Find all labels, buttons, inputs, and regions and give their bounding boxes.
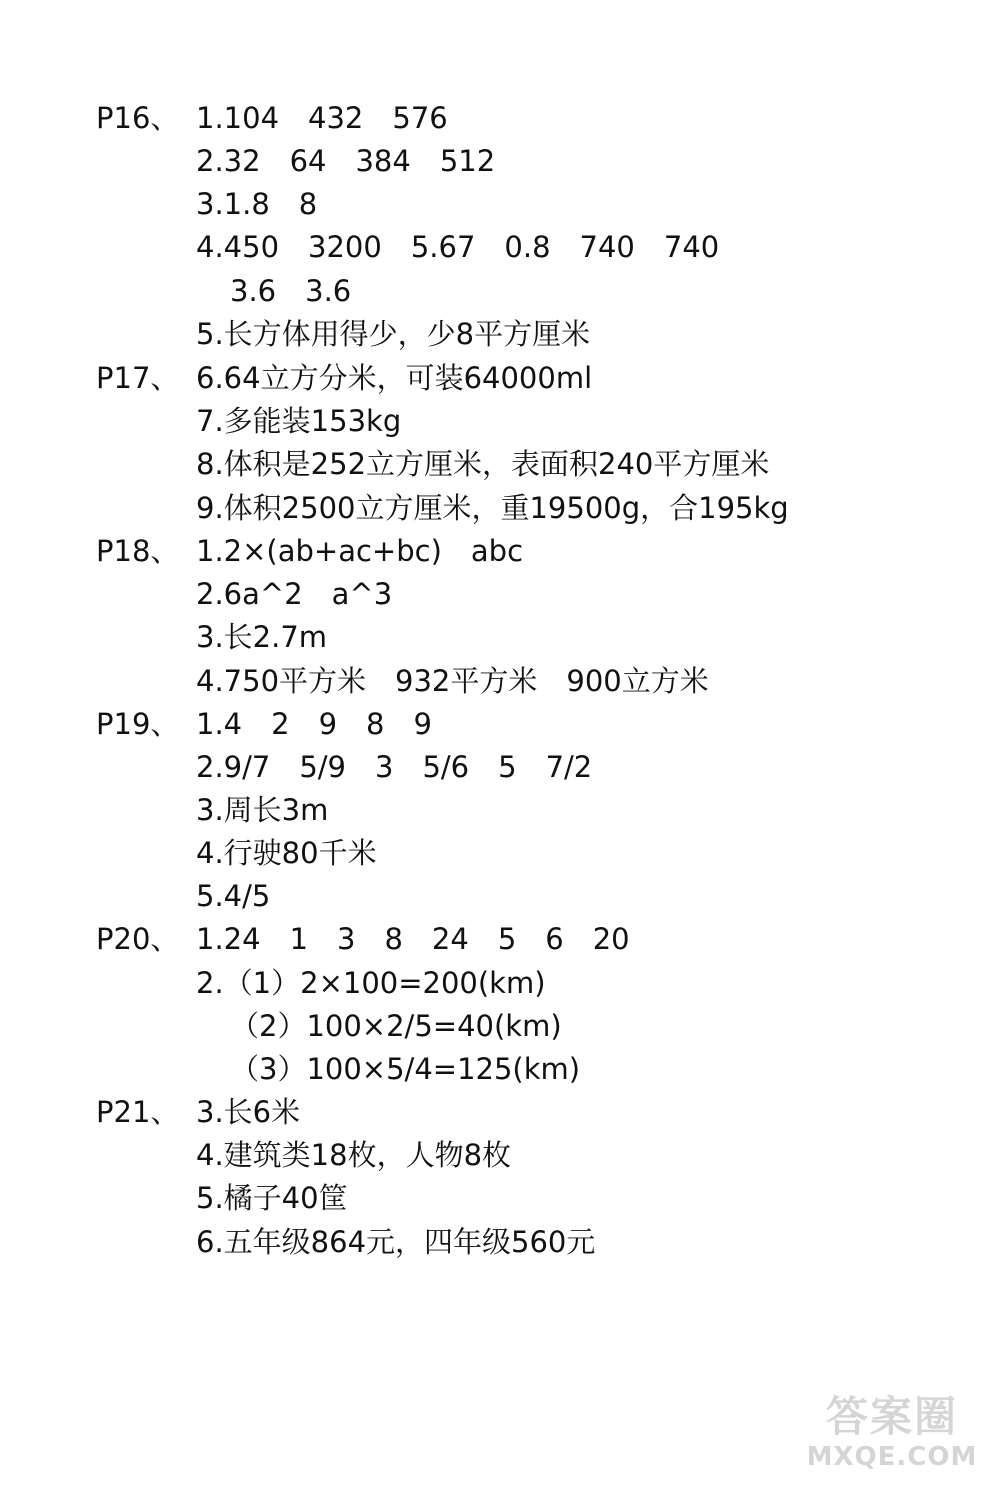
answer-line: 9.体积2500立方厘米，重19500g，合195kg xyxy=(196,491,789,525)
page-label-p20: P20、 xyxy=(96,922,180,956)
answer-row xyxy=(0,875,271,918)
answer-line-subitem: （3）100×5/4=125(km) xyxy=(230,1052,581,1086)
answer-row xyxy=(0,918,630,961)
answer-row xyxy=(0,573,393,616)
answer-row xyxy=(0,1091,301,1134)
answer-line: 3.长6米 xyxy=(196,1095,301,1129)
answer-line: 6.五年级864元，四年级560元 xyxy=(196,1225,596,1259)
answer-line: 5.4/5 xyxy=(196,879,271,913)
watermark-logo xyxy=(802,1392,982,1478)
answer-row xyxy=(0,530,524,573)
answer-line: 1.4 2 9 8 9 xyxy=(196,707,432,741)
answer-row xyxy=(0,962,546,1005)
answer-row xyxy=(0,140,496,183)
watermark-logo-text: 答案圈 xyxy=(825,1392,958,1441)
answer-line-continued: 3.6 3.6 xyxy=(230,274,352,308)
answer-line: 4.450 3200 5.67 0.8 740 740 xyxy=(196,230,720,264)
answer-row xyxy=(0,1134,512,1177)
page-label-p21: P21、 xyxy=(96,1095,180,1129)
answer-line: 1.2×(ab+ac+bc) abc xyxy=(196,534,524,568)
answer-row xyxy=(0,1221,596,1264)
page-label-p18: P18、 xyxy=(96,534,180,568)
answer-line: 2.9/7 5/9 3 5/6 5 7/2 xyxy=(196,750,593,784)
answer-row xyxy=(0,270,352,313)
answer-row xyxy=(0,487,789,530)
answer-row xyxy=(0,313,591,356)
answer-row xyxy=(0,703,432,746)
answer-row xyxy=(0,1177,348,1220)
answer-line: 3.1.8 8 xyxy=(196,187,318,221)
answer-line: 4.建筑类18枚，人物8枚 xyxy=(196,1138,512,1172)
watermark-url: MXQE.COM xyxy=(806,1442,978,1472)
answer-line: 5.长方体用得少，少8平方厘米 xyxy=(196,317,591,351)
answer-line: 8.体积是252立方厘米，表面积240平方厘米 xyxy=(196,447,770,481)
answer-row xyxy=(0,832,377,875)
answer-row xyxy=(0,1005,562,1048)
answer-line: 2.（1）2×100=200(km) xyxy=(196,966,546,1000)
answer-line: 3.长2.7m xyxy=(196,620,328,654)
answer-row xyxy=(0,746,593,789)
answer-line: 4.750平方米 932平方米 900立方米 xyxy=(196,664,709,698)
answer-line: 2.6a^2 a^3 xyxy=(196,577,393,611)
answer-line: 3.周长3m xyxy=(196,793,329,827)
answer-row xyxy=(0,1048,581,1091)
page-label-p17: P17、 xyxy=(96,361,180,395)
page-label-p16: P16、 xyxy=(96,101,180,135)
answer-line: 4.行驶80千米 xyxy=(196,836,377,870)
answer-row xyxy=(0,357,593,400)
answer-line: 1.24 1 3 8 24 5 6 20 xyxy=(196,922,630,956)
answer-line-subitem: （2）100×2/5=40(km) xyxy=(230,1009,562,1043)
answer-line: 5.橘子40筐 xyxy=(196,1181,348,1215)
answer-row xyxy=(0,443,770,486)
answer-line: 7.多能装153kg xyxy=(196,404,402,438)
answer-row xyxy=(0,660,709,703)
answer-line: 2.32 64 384 512 xyxy=(196,144,496,178)
answer-line: 6.64立方分米，可装64000ml xyxy=(196,361,593,395)
answer-row xyxy=(0,183,318,226)
answer-row xyxy=(0,97,448,140)
answer-row xyxy=(0,400,402,443)
answer-row xyxy=(0,616,328,659)
answer-row xyxy=(0,789,329,832)
page-label-p19: P19、 xyxy=(96,707,180,741)
answer-row xyxy=(0,226,720,269)
answer-line: 1.104 432 576 xyxy=(196,101,448,135)
